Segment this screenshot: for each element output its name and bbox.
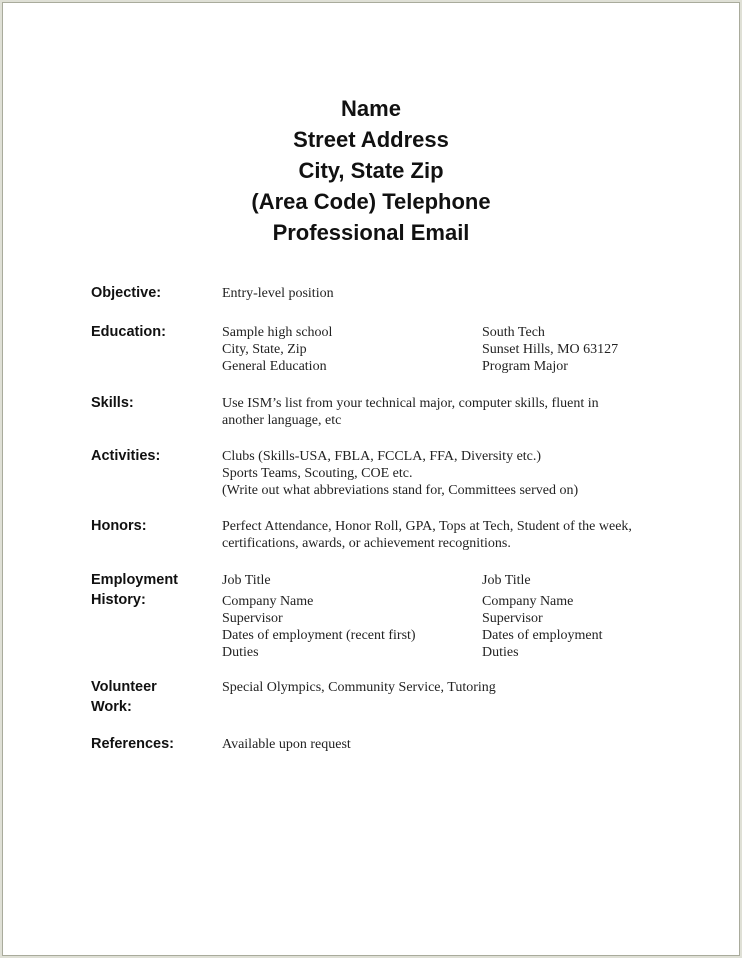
- employment-left-column: [222, 572, 416, 661]
- education-left-column: [222, 324, 332, 375]
- skills-label: Skills:: [91, 395, 134, 411]
- street-address: Street Address: [293, 127, 449, 152]
- employment-right-column: [482, 572, 603, 661]
- activities-line: (Write out what abbreviations stand for, Committees served on): [222, 483, 579, 498]
- education-left-line: General Education: [222, 359, 327, 374]
- skills-line: Use ISM’s list from your technical major, computer skills, fluent in: [222, 396, 599, 411]
- skills-line: another language, etc: [222, 413, 342, 428]
- job-title: Job Title: [222, 573, 271, 588]
- honors-line: Perfect Attendance, Honor Roll, GPA, Tops at Tech, Student of the week,: [222, 519, 632, 534]
- company-name: Company Name: [222, 594, 314, 609]
- duties: Duties: [482, 645, 519, 660]
- volunteer-text: Special Olympics, Community Service, Tutoring: [222, 680, 496, 695]
- activities-label: Activities:: [91, 448, 161, 464]
- city-state-zip: City, State Zip: [298, 158, 444, 183]
- employment-label-line2: History:: [91, 592, 146, 608]
- supervisor: Supervisor: [482, 611, 543, 626]
- contact-header: [3, 93, 739, 248]
- activities-line: Clubs (Skills-USA, FBLA, FCCLA, FFA, Diversity etc.): [222, 449, 542, 464]
- company-name: Company Name: [482, 594, 574, 609]
- education-right-line: South Tech: [482, 325, 545, 340]
- references-label: References:: [91, 736, 175, 752]
- volunteer-label-line2: Work:: [91, 699, 132, 715]
- employment-dates: Dates of employment: [482, 628, 603, 643]
- volunteer-label-line1: Volunteer: [91, 679, 157, 695]
- education-right-line: Program Major: [482, 359, 568, 374]
- resume-page: [2, 2, 740, 956]
- honors-label: Honors:: [91, 518, 147, 534]
- honors-text: [222, 518, 682, 552]
- supervisor: Supervisor: [222, 611, 283, 626]
- telephone: (Area Code) Telephone: [251, 189, 491, 214]
- employment-label: [91, 570, 178, 610]
- references-text: Available upon request: [222, 737, 351, 752]
- education-right-line: Sunset Hills, MO 63127: [482, 342, 619, 357]
- duties: Duties: [222, 645, 259, 660]
- honors-line: certifications, awards, or achievement recognitions.: [222, 536, 511, 551]
- activities-text: [222, 448, 662, 499]
- education-left-line: City, State, Zip: [222, 342, 307, 357]
- job-title: Job Title: [482, 573, 531, 588]
- professional-email: Professional Email: [272, 220, 470, 245]
- volunteer-label: [91, 677, 157, 717]
- objective-text: Entry-level position: [222, 286, 334, 301]
- skills-text: [222, 395, 662, 429]
- applicant-name: Name: [341, 96, 401, 121]
- education-label: Education:: [91, 324, 166, 340]
- objective-label: Objective:: [91, 285, 162, 301]
- activities-line: Sports Teams, Scouting, COE etc.: [222, 466, 413, 481]
- employment-dates: Dates of employment (recent first): [222, 628, 416, 643]
- education-left-line: Sample high school: [222, 325, 333, 340]
- education-right-column: [482, 324, 618, 375]
- employment-label-line1: Employment: [91, 572, 179, 588]
